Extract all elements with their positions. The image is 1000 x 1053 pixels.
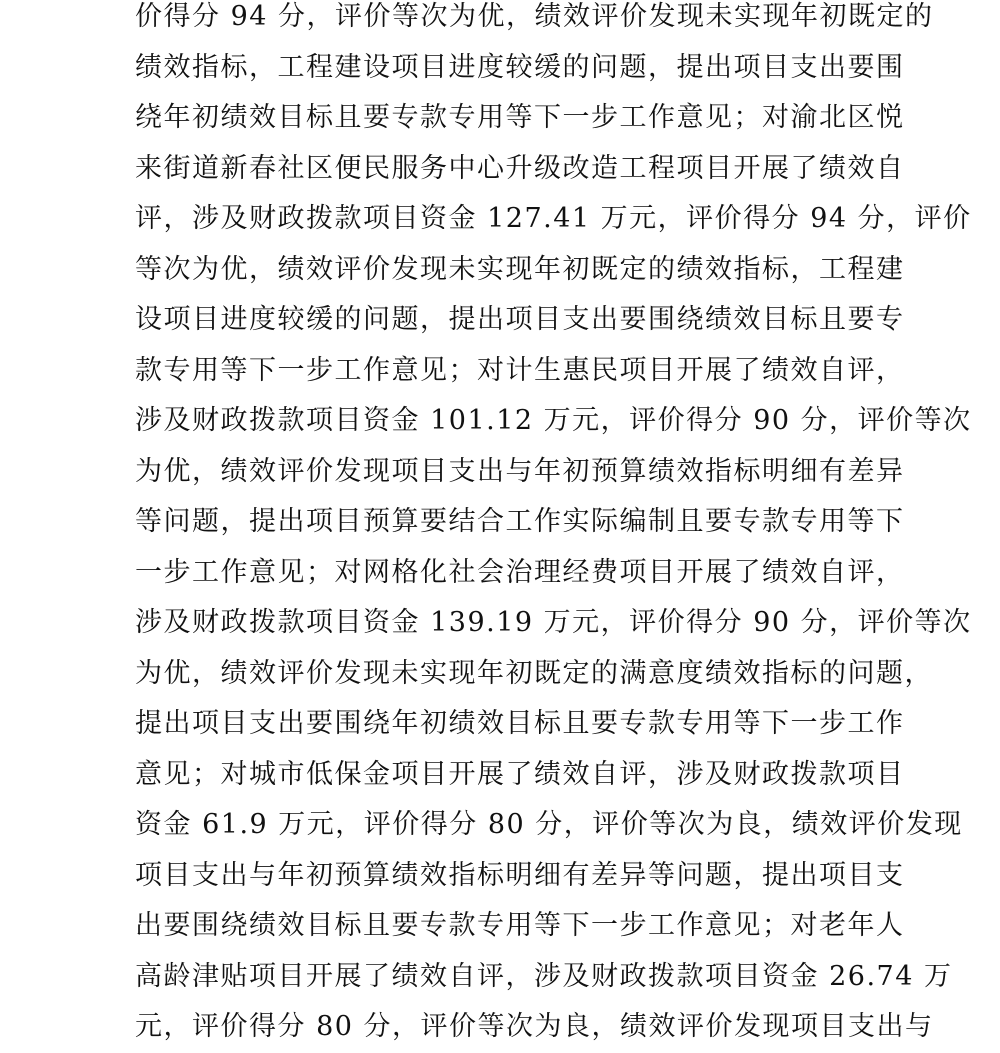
text-line-20: 高龄津贴项目开展了绩效自评，涉及财政拨款项目资金 26.74 万 (135, 960, 953, 992)
text-line-5: 评，涉及财政拨款项目资金 127.41 万元，评价得分 94 分，评价 (135, 203, 972, 234)
text-line-8: 款专用等下一步工作意见；对计生惠民项目开展了绩效自评， (135, 354, 905, 386)
text-line-15: 提出项目支出要围绕年初绩效目标且要专款专用等下一步工作 (135, 708, 905, 739)
text-line-3: 绕年初绩效目标且要专款专用等下一步工作意见；对渝北区悦 (135, 102, 905, 133)
text-line-18: 项目支出与年初预算绩效指标明细有差异等问题，提出项目支 (135, 859, 905, 891)
text-line-7: 设项目进度较缓的问题，提出项目支出要围绕绩效目标且要专 (135, 304, 905, 335)
text-line-17: 资金 61.9 万元，评价得分 80 分，评价等次为良，绩效评价发现 (135, 809, 963, 840)
body-paragraph (135, 0, 972, 1053)
text-line-19: 出要围绕绩效目标且要专款专用等下一步工作意见；对老年人 (135, 910, 905, 941)
text-line-10: 为优，绩效评价发现项目支出与年初预算绩效指标明细有差异 (135, 455, 905, 487)
text-line-16: 意见；对城市低保金项目开展了绩效自评，涉及财政拨款项目 (135, 758, 905, 790)
text-line-1: 价得分 94 分，评价等次为优，绩效评价发现未实现年初既定的 (135, 1, 934, 32)
text-line-14: 为优，绩效评价发现未实现年初既定的满意度绩效指标的问题， (135, 657, 933, 689)
text-line-11: 等问题，提出项目预算要结合工作实际编制且要专款专用等下 (135, 506, 905, 537)
text-line-13: 涉及财政拨款项目资金 139.19 万元，评价得分 90 分，评价等次 (135, 607, 972, 638)
text-line-6: 等次为优，绩效评价发现未实现年初既定的绩效指标，工程建 (135, 253, 905, 285)
text-line-9: 涉及财政拨款项目资金 101.12 万元，评价得分 90 分，评价等次 (135, 405, 972, 436)
text-line-12: 一步工作意见；对网格化社会治理经费项目开展了绩效自评， (135, 556, 905, 588)
text-line-2: 绩效指标，工程建设项目进度较缓的问题，提出项目支出要围 (135, 51, 905, 83)
text-line-4: 来街道新春社区便民服务中心升级改造工程项目开展了绩效自 (135, 152, 905, 184)
text-line-21: 元，评价得分 80 分，评价等次为良，绩效评价发现项目支出与 (135, 1011, 934, 1042)
